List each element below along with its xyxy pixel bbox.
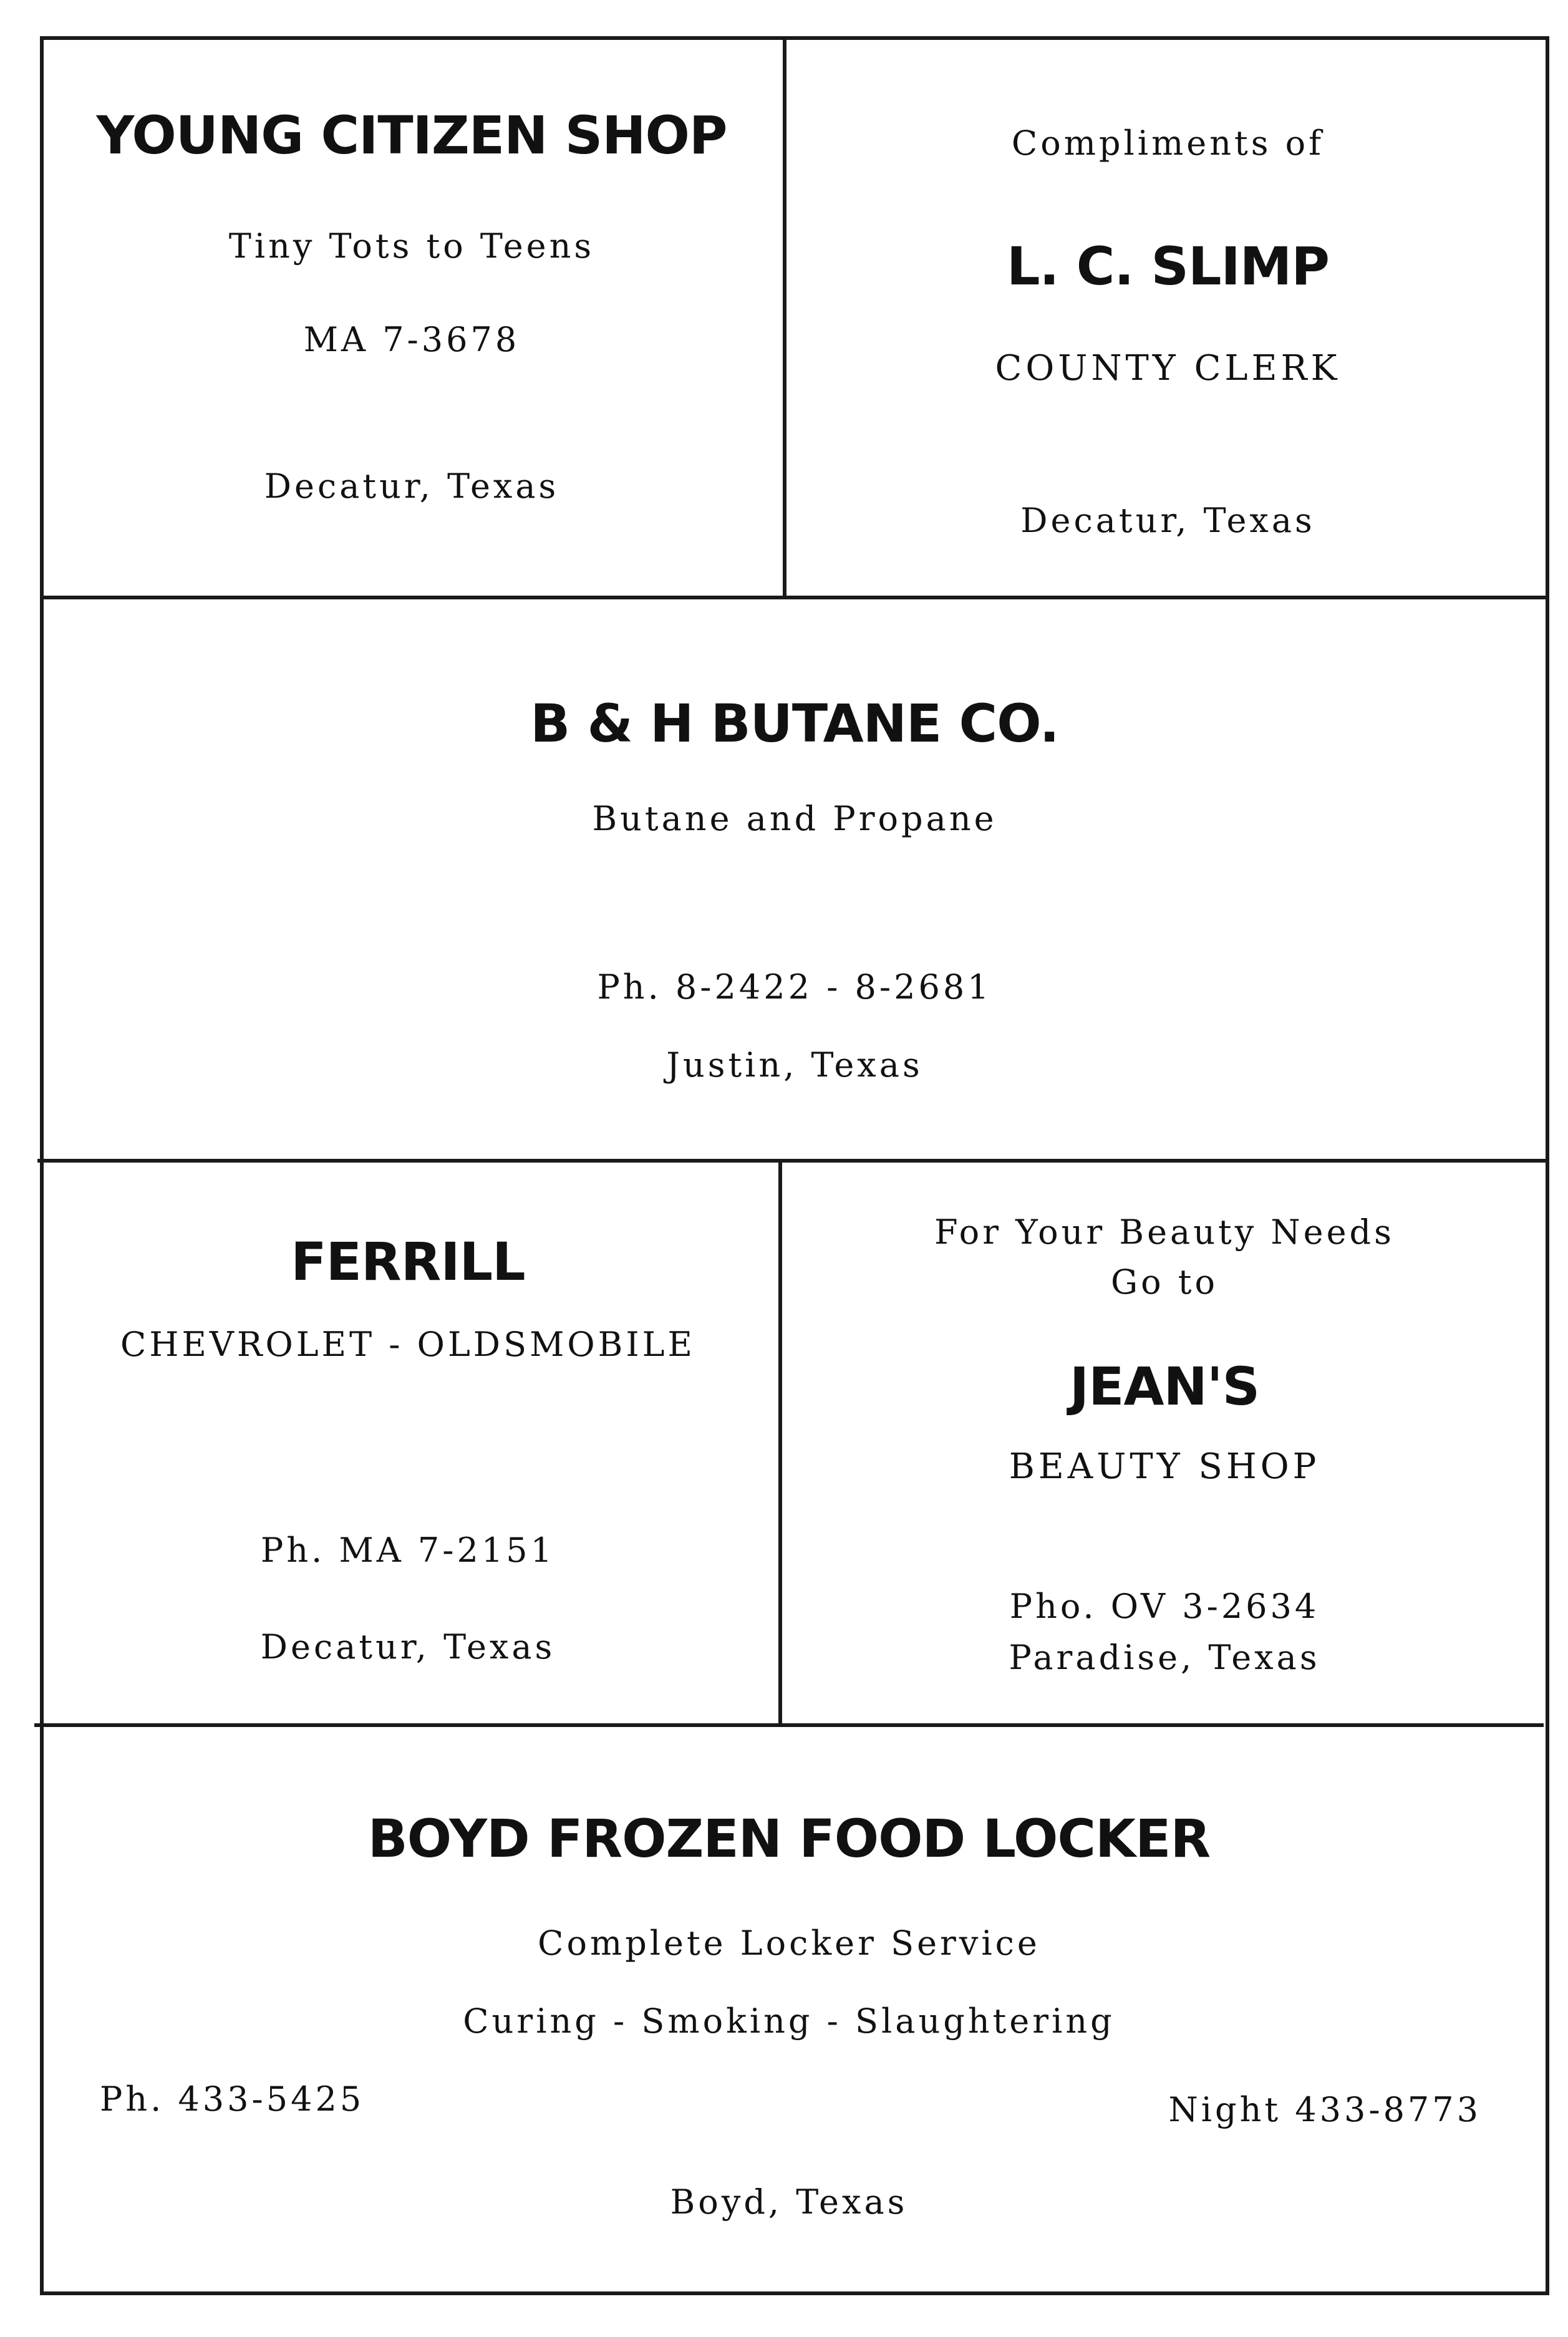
ad-phone: Ph. 8-2422 - 8-2681	[597, 967, 992, 1007]
ad-jeans-beauty-shop	[782, 1163, 1547, 1723]
ad-boyd-frozen-food-locker	[34, 1727, 1544, 2291]
ad-phone: Pho. OV 3-2634	[1009, 1587, 1320, 1626]
ad-tagline: BEAUTY SHOP	[1009, 1446, 1320, 1487]
ad-name: FERRILL	[291, 1231, 525, 1292]
ad-name: JEAN'S	[1069, 1356, 1260, 1417]
ad-tagline: CHEVROLET - OLDSMOBILE	[120, 1325, 695, 1364]
ad-young-citizen-shop	[40, 36, 783, 596]
ad-phone: Ph. MA 7-2151	[261, 1531, 555, 1570]
ad-tagline: Complete Locker Service	[538, 1923, 1040, 1963]
ad-bh-butane	[40, 599, 1549, 1159]
ad-name: YOUNG CITIZEN SHOP	[96, 105, 727, 166]
ad-tagline: Tiny Tots to Teens	[228, 226, 595, 266]
ad-name: L. C. SLIMP	[1007, 236, 1329, 297]
ad-tagline: Butane and Propane	[592, 799, 997, 838]
ad-lc-slimp	[786, 36, 1549, 596]
ad-phone: MA 7-3678	[303, 320, 520, 359]
ad-title: COUNTY CLERK	[995, 348, 1341, 389]
ad-location: Decatur, Texas	[264, 467, 559, 506]
ad-location: Boyd, Texas	[670, 2182, 908, 2222]
ad-night-phone: Night 433-8773	[1168, 2090, 1481, 2129]
ad-intro-line-2: Go to	[1110, 1262, 1219, 1302]
ad-phone: Ph. 433-5425	[100, 2079, 365, 2119]
ad-ferrill	[37, 1163, 778, 1723]
ad-location: Decatur, Texas	[1020, 501, 1315, 540]
ad-services: Curing - Smoking - Slaughtering	[463, 2001, 1115, 2041]
ad-intro: Compliments of	[1011, 123, 1325, 163]
ad-location: Justin, Texas	[666, 1045, 923, 1085]
ad-location: Paradise, Texas	[1009, 1638, 1320, 1677]
ad-name: BOYD FROZEN FOOD LOCKER	[367, 1808, 1211, 1869]
ad-name: B & H BUTANE CO.	[530, 693, 1059, 754]
ad-intro-line-1: For Your Beauty Needs	[934, 1212, 1395, 1252]
ad-location: Decatur, Texas	[260, 1627, 556, 1667]
